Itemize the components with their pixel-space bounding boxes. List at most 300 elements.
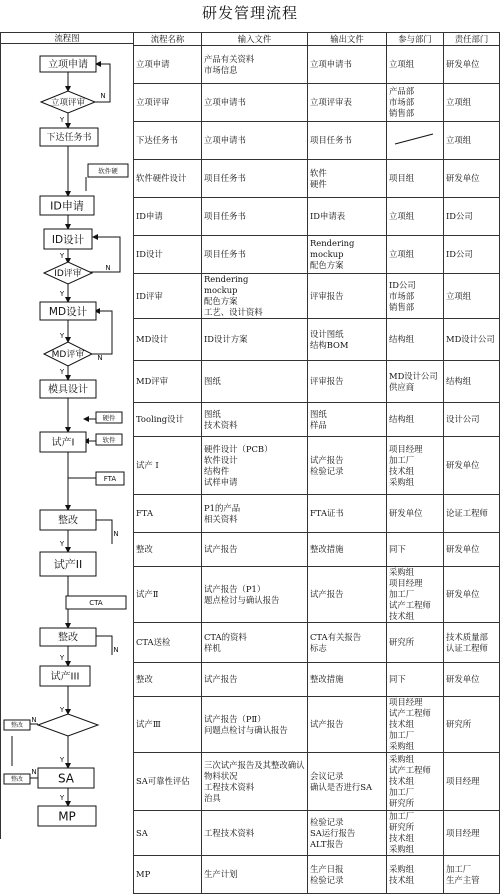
cell-line: 立项组 — [446, 97, 472, 107]
cell-output-files — [308, 46, 387, 84]
cell-participants — [387, 361, 444, 403]
cell-line: 试产报告（PⅡ） — [204, 713, 266, 724]
page-title: 研发管理流程 — [201, 4, 298, 22]
cell-participants — [387, 122, 444, 160]
cell-line: 技术组 — [389, 611, 415, 621]
cell-output-files — [308, 533, 387, 567]
flow-label: Y — [59, 756, 65, 764]
cell-line: 供应商 — [389, 381, 415, 392]
cell-line: ID公司 — [446, 211, 473, 221]
flow-box-trial-1-label: 试产I — [51, 437, 75, 449]
cell-responsible — [444, 361, 500, 403]
table-row — [134, 567, 500, 623]
cell-line: 硬件设计（PCB） — [204, 443, 273, 454]
cell-line: 立项组 — [446, 290, 472, 301]
cell-line: 项目经理 — [389, 697, 423, 707]
cell-line: 整改 — [136, 544, 153, 554]
cell-responsible — [444, 856, 500, 894]
table-row — [134, 122, 500, 160]
cell-line: 研究所 — [446, 719, 472, 729]
cell-input-files — [202, 84, 308, 122]
cell-line: 样机 — [204, 642, 221, 653]
cell-line: 工程技术资料 — [204, 781, 255, 792]
cell-line: 市场部 — [389, 97, 415, 107]
process-table — [133, 32, 500, 894]
cell-output-files — [308, 623, 387, 663]
cell-input-files — [202, 46, 308, 84]
cell-line: ID申请 — [136, 211, 163, 221]
table-row — [134, 437, 500, 495]
cell-responsible — [444, 811, 500, 856]
cell-line: 软件 — [310, 167, 327, 178]
cell-process-name — [134, 46, 202, 84]
flow-box-rectify-side-1-label: 整改 — [10, 722, 24, 730]
cell-line: ID公司 — [446, 249, 473, 259]
cell-line: 研究所 — [389, 798, 415, 808]
cell-process-name — [134, 697, 202, 753]
cell-line: 试产Ⅱ — [136, 589, 159, 599]
cell-line: CTA的资料 — [204, 631, 247, 642]
cell-line: 加工厂 — [389, 811, 415, 821]
flow-decision-sa-evaluation — [38, 714, 98, 736]
cell-line: 研究所 — [389, 637, 415, 647]
cell-process-name — [134, 437, 202, 495]
cell-process-name — [134, 198, 202, 236]
cell-process-name — [134, 811, 202, 856]
flow-label: Y — [59, 654, 65, 662]
cell-line: 立项评审 — [136, 97, 170, 107]
cell-line: 采购组 — [389, 754, 415, 764]
cell-participants — [387, 753, 444, 811]
cell-line: 技术组 — [389, 719, 415, 729]
cell-line: 研发单位 — [446, 173, 480, 183]
flow-label: Y — [59, 540, 65, 548]
cell-output-files — [308, 198, 387, 236]
cell-line: 研发单位 — [389, 508, 423, 518]
cell-line: 立项申请书 — [204, 135, 246, 145]
cell-process-name — [134, 663, 202, 697]
cell-input-files — [202, 122, 308, 160]
flow-box-project-application-label: 立项申请 — [48, 59, 88, 71]
flow-label: Y — [59, 706, 65, 714]
cell-line: 工程技术资料 — [204, 827, 255, 838]
cell-line: MD设计公司 — [446, 334, 495, 344]
table-row — [134, 274, 500, 319]
cell-output-files — [308, 567, 387, 623]
cell-line: ID申请表 — [310, 211, 346, 221]
cell-line: 立项组 — [389, 211, 415, 221]
cell-responsible — [444, 663, 500, 697]
cell-line: 立项组 — [446, 135, 472, 145]
cell-output-files — [308, 274, 387, 319]
flow-box-task-assignment-label: 下达任务书 — [46, 133, 92, 144]
cell-responsible — [444, 753, 500, 811]
cell-line: 试产报告 — [310, 589, 344, 599]
cell-participants — [387, 663, 444, 697]
cell-line: 试产报告 — [310, 454, 344, 465]
cell-line: 加工厂 — [446, 863, 472, 874]
cell-line: mockup — [204, 285, 238, 295]
flow-decision-md-review-label: MD评审 — [51, 350, 85, 361]
flow-box-sa-label: SA — [57, 771, 75, 786]
table-row — [134, 403, 500, 437]
cell-line: 结构组 — [389, 414, 415, 424]
cell-line: 治具 — [204, 792, 221, 803]
cell-participants — [387, 856, 444, 894]
cell-responsible — [444, 623, 500, 663]
cell-responsible — [444, 495, 500, 533]
cell-input-files — [202, 753, 308, 811]
cell-line: 硬件 — [310, 178, 327, 189]
table-row — [134, 623, 500, 663]
cell-output-files — [308, 811, 387, 856]
cell-process-name — [134, 122, 202, 160]
cell-line: 配色方案 — [204, 296, 238, 306]
table-row — [134, 46, 500, 84]
cell-line: 研发单位 — [446, 59, 480, 69]
header-flowchart: 流程图 — [0, 32, 133, 44]
cell-line: 软件设计 — [204, 454, 238, 465]
cell-line: 结构组 — [446, 376, 472, 386]
cell-line: 项目任务书 — [204, 173, 246, 183]
cell-line: 项目任务书 — [204, 249, 246, 259]
cell-line: 项目组 — [389, 173, 415, 183]
cell-input-files — [202, 856, 308, 894]
cell-responsible — [444, 122, 500, 160]
flow-label: Y — [59, 332, 65, 340]
cell-responsible — [444, 46, 500, 84]
cell-participants — [387, 319, 444, 361]
cell-participants — [387, 811, 444, 856]
slash-mark — [389, 132, 441, 146]
cell-participants — [387, 403, 444, 437]
cell-output-files — [308, 84, 387, 122]
table-header-row — [134, 33, 500, 46]
flow-box-trial-2-label: 试产II — [53, 557, 83, 571]
cell-line: 同下 — [389, 674, 406, 684]
cell-participants — [387, 236, 444, 274]
cell-line: 试产报告（P1） — [204, 583, 266, 594]
cell-line: 试产报告 — [204, 674, 238, 684]
cell-output-files — [308, 663, 387, 697]
flow-decision-id-review-label: ID评审 — [54, 269, 82, 280]
cell-line: 结构件 — [204, 465, 230, 476]
cell-output-files — [308, 319, 387, 361]
cell-line: 加工厂 — [389, 730, 415, 740]
cell-line: 项目经理 — [446, 776, 480, 786]
cell-line: 技术组 — [389, 776, 415, 786]
cell-line: 生产计划 — [204, 869, 238, 879]
cell-responsible — [444, 319, 500, 361]
flow-box-software-label: 软件 — [102, 435, 116, 444]
cell-line: 项目经理 — [446, 827, 480, 838]
cell-responsible — [444, 84, 500, 122]
cell-line: 项目经理 — [389, 578, 423, 588]
table-row — [134, 84, 500, 122]
cell-line: 试样申请 — [204, 476, 238, 487]
cell-process-name — [134, 495, 202, 533]
cell-input-files — [202, 663, 308, 697]
cell-responsible — [444, 403, 500, 437]
flow-box-mold-design-label: 模具设计 — [48, 384, 88, 396]
cell-line: 确认是否进行SA — [310, 781, 373, 792]
cell-line: 市场信息 — [204, 64, 238, 75]
flowchart — [0, 0, 133, 839]
table-row — [134, 319, 500, 361]
cell-participants — [387, 160, 444, 198]
cell-line: 结构BOM — [310, 339, 349, 350]
table-row — [134, 495, 500, 533]
cell-line: 整改 — [136, 674, 153, 684]
cell-line: SA可靠性评估 — [136, 776, 190, 786]
cell-line: 销售部 — [389, 108, 415, 118]
cell-line: ID设计 — [136, 249, 163, 259]
cell-output-files — [308, 753, 387, 811]
cell-process-name — [134, 533, 202, 567]
cell-line: 立项组 — [389, 249, 415, 259]
cell-line: MD设计 — [136, 334, 169, 344]
cell-participants — [387, 437, 444, 495]
cell-input-files — [202, 533, 308, 567]
cell-input-files — [202, 319, 308, 361]
header-process-name: 流程名称 — [134, 33, 202, 46]
cell-output-files — [308, 403, 387, 437]
table-row — [134, 236, 500, 274]
cell-line: ID公司 — [389, 279, 416, 290]
cell-line: 项目经理 — [389, 443, 423, 454]
cell-responsible — [444, 533, 500, 567]
cell-line: 会议记录 — [310, 770, 344, 781]
cell-line: MD设计公司 — [389, 370, 438, 381]
header-responsible: 责任部门 — [444, 33, 500, 46]
cell-output-files — [308, 361, 387, 403]
cell-line: 立项申请书 — [204, 97, 246, 107]
cell-line: 检验记录 — [310, 874, 344, 885]
cell-line: Rendering — [204, 274, 249, 284]
cell-line: 试产工程师 — [389, 708, 431, 718]
cell-responsible — [444, 567, 500, 623]
cell-line: 研发单位 — [446, 674, 480, 684]
header-participants: 参与部门 — [387, 33, 444, 46]
cell-input-files — [202, 403, 308, 437]
cell-line: 研发单位 — [446, 589, 480, 599]
cell-line: 生产日报 — [310, 863, 344, 874]
flow-box-trial-3-label: 试产III — [50, 671, 80, 683]
cell-line: 评审报告 — [310, 290, 344, 301]
cell-line: 试产工程师 — [389, 600, 431, 610]
cell-process-name — [134, 567, 202, 623]
cell-participants — [387, 623, 444, 663]
cell-line: SA运行报告 — [310, 827, 356, 838]
cell-line: FTA证书 — [310, 508, 344, 518]
table-row — [134, 697, 500, 753]
cell-line: 整改措施 — [310, 674, 344, 684]
flow-box-id-application-label: ID申请 — [50, 199, 84, 213]
cell-line: 下达任务书 — [136, 135, 178, 145]
cell-line: SA — [136, 827, 148, 838]
table-row — [134, 856, 500, 894]
cell-line: 立项评审表 — [310, 97, 352, 107]
cell-input-files — [202, 274, 308, 319]
cell-input-files — [202, 437, 308, 495]
cell-line: 评审报告 — [310, 376, 344, 386]
flow-box-id-design-label: ID设计 — [51, 233, 85, 246]
cell-participants — [387, 84, 444, 122]
cell-line: 生产主管 — [446, 874, 480, 885]
flow-box-cta-label: CTA — [89, 599, 103, 608]
cell-line: 采购组 — [389, 741, 415, 751]
cell-line: 市场部 — [389, 290, 415, 301]
cell-line: 采购组 — [389, 863, 415, 874]
cell-line: 工艺、设计资料 — [204, 307, 263, 317]
cell-participants — [387, 533, 444, 567]
cell-line: 认证工程师 — [446, 642, 488, 653]
cell-line: 结构组 — [389, 334, 415, 344]
cell-line: 销售部 — [389, 301, 415, 312]
cell-participants — [387, 46, 444, 84]
flow-box-rectify-2-label: 整改 — [58, 632, 78, 644]
cell-line: 样品 — [310, 419, 327, 430]
cell-line: CTA有关报告 — [310, 631, 362, 642]
cell-line: 试产报告 — [204, 544, 238, 554]
flow-box-rectify-side-2-label: 整改 — [10, 776, 24, 784]
cell-output-files — [308, 697, 387, 753]
flow-box-rectify-1-label: 整改 — [58, 515, 78, 527]
cell-process-name — [134, 856, 202, 894]
flow-label: Y — [59, 794, 65, 802]
cell-line: 立项组 — [389, 59, 415, 69]
cell-line: 研发单位 — [446, 460, 480, 470]
cell-line: 采购组 — [389, 844, 415, 854]
cell-line: 研发单位 — [446, 544, 480, 554]
cell-line: 技术组 — [389, 465, 415, 476]
flow-label: N — [31, 768, 37, 776]
cell-output-files — [308, 856, 387, 894]
cell-process-name — [134, 84, 202, 122]
cell-line: 采购组 — [389, 567, 415, 577]
cell-line: 标志 — [310, 642, 327, 653]
cell-line: 加工厂 — [389, 454, 415, 465]
cell-line: 研究所 — [389, 822, 415, 832]
table-row — [134, 811, 500, 856]
cell-participants — [387, 198, 444, 236]
cell-participants — [387, 567, 444, 623]
cell-line: 项目任务书 — [204, 211, 246, 221]
cell-output-files — [308, 437, 387, 495]
cell-responsible — [444, 697, 500, 753]
cell-line: 题点检讨与确认报告 — [204, 594, 280, 605]
cell-input-files — [202, 567, 308, 623]
cell-line: 采购组 — [389, 476, 415, 487]
cell-process-name — [134, 274, 202, 319]
cell-output-files — [308, 122, 387, 160]
table-row — [134, 361, 500, 403]
cell-line: FTA — [136, 508, 153, 518]
cell-line: 图纸 — [204, 408, 221, 419]
header-input-files: 输入文件 — [202, 33, 308, 46]
cell-responsible — [444, 198, 500, 236]
cell-line: 试产Ⅲ — [136, 719, 161, 729]
cell-responsible — [444, 160, 500, 198]
cell-line: CTA送检 — [136, 637, 171, 647]
table-row — [134, 198, 500, 236]
cell-line: ID评审 — [136, 290, 163, 301]
cell-input-files — [202, 236, 308, 274]
cell-input-files — [202, 697, 308, 753]
cell-line: 试产报告 — [310, 719, 344, 729]
cell-line: 技术质量部 — [446, 631, 488, 642]
cell-line: 加工厂 — [389, 589, 415, 599]
cell-line: 技术组 — [389, 874, 415, 885]
flow-label: Y — [59, 116, 65, 124]
flow-label: N — [113, 646, 119, 654]
cell-line: 设计公司 — [446, 414, 480, 424]
cell-input-files — [202, 623, 308, 663]
cell-line: 技术组 — [389, 833, 415, 843]
flow-box-hardware-label: 硬件 — [102, 413, 116, 422]
flow-box-fta-label: FTA — [103, 475, 117, 484]
cell-process-name — [134, 160, 202, 198]
cell-line: Tooling设计 — [136, 414, 184, 424]
cell-line: 加工厂 — [389, 787, 415, 797]
cell-line: 立项申请 — [136, 59, 170, 69]
flow-label: N — [97, 354, 103, 362]
cell-output-files — [308, 160, 387, 198]
cell-line: mockup — [310, 249, 344, 259]
cell-line: 三次试产报告及其整改确认 — [204, 759, 305, 770]
cell-line: 产品部 — [389, 86, 415, 96]
cell-line: 配色方案 — [310, 260, 344, 270]
cell-line: ID设计方案 — [204, 334, 248, 344]
flow-label: Y — [59, 290, 65, 298]
cell-input-files — [202, 198, 308, 236]
cell-process-name — [134, 319, 202, 361]
cell-line: Rendering — [310, 238, 355, 248]
cell-line: 物料状况 — [204, 770, 238, 781]
cell-line: 软件硬件设计 — [136, 173, 187, 183]
cell-output-files — [308, 236, 387, 274]
cell-output-files — [308, 495, 387, 533]
flow-label: Y — [59, 252, 65, 260]
cell-line: MD评审 — [136, 376, 169, 386]
cell-line: 论证工程师 — [446, 508, 488, 518]
flow-box-mp-label: MP — [58, 809, 76, 824]
cell-line: 整改措施 — [310, 544, 344, 554]
cell-input-files — [202, 811, 308, 856]
cell-line: 同下 — [389, 544, 406, 554]
cell-input-files — [202, 495, 308, 533]
flow-label: Y — [59, 368, 65, 376]
cell-line: 试产 I — [136, 460, 159, 470]
cell-line: 检验记录 — [310, 465, 344, 476]
cell-participants — [387, 274, 444, 319]
cell-line: 问题点检讨与确认报告 — [204, 724, 288, 735]
cell-process-name — [134, 361, 202, 403]
cell-line: 相关资料 — [204, 513, 238, 524]
cell-process-name — [134, 236, 202, 274]
cell-line: MP — [136, 869, 151, 879]
table-row — [134, 160, 500, 198]
cell-process-name — [134, 623, 202, 663]
cell-line: 图纸 — [310, 408, 327, 419]
cell-input-files — [202, 361, 308, 403]
flow-label: N — [113, 530, 119, 538]
cell-input-files — [202, 160, 308, 198]
cell-responsible — [444, 274, 500, 319]
cell-line: 试产工程师 — [389, 765, 431, 775]
cell-process-name — [134, 753, 202, 811]
flow-box-md-design-label: MD设计 — [48, 305, 88, 318]
